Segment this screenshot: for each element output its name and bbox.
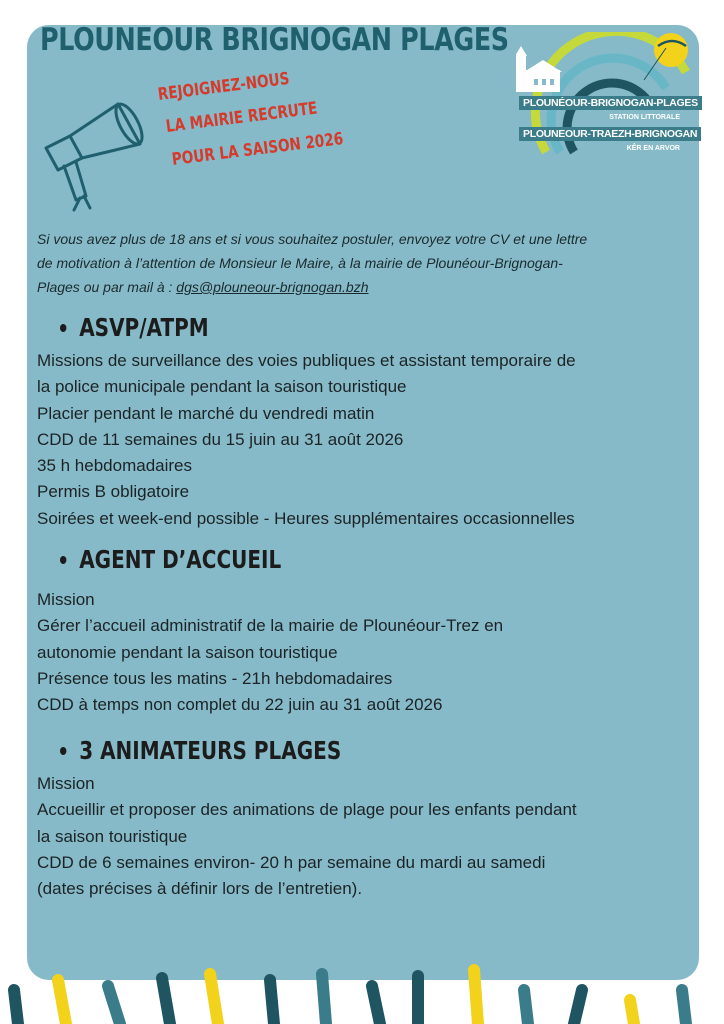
section-body-asvp — [37, 348, 692, 532]
section-title-text: AGENT D’ACCUEIL — [79, 545, 282, 574]
bullet-icon — [60, 324, 66, 332]
body-line: autonomie pendant la saison touristique — [37, 642, 338, 662]
section-title-text: 3 ANIMATEURS PLAGES — [79, 736, 342, 765]
body-line: Placier pendant le marché du vendredi matin — [37, 403, 375, 423]
intro-line: Si vous avez plus de 18 ans et si vous souhaitez postuler, envoyez votre CV et une lettre — [37, 231, 588, 247]
logo-breton-sub: KÊR EN ARVOR — [626, 145, 680, 152]
section-body-animateurs — [37, 771, 692, 902]
logo-station-label: STATION LITTORALE — [609, 114, 680, 121]
intro-line: de motivation à l’attention de Monsieur le Maire, à la mairie de Plounéour-Brignogan- — [37, 255, 563, 271]
body-line: Gérer l’accueil administratif de la mairie de Plounéour-Trez en — [37, 616, 504, 636]
intro-line: Plages ou par mail à : — [37, 279, 177, 295]
body-line: Mission — [37, 590, 95, 609]
town-logo — [516, 32, 700, 157]
email-link[interactable]: dgs@plouneour-brignogan.bzh — [176, 279, 369, 295]
body-line: 35 h hebdomadaires — [37, 456, 193, 476]
bullet-icon — [60, 556, 66, 564]
body-line: Mission — [37, 774, 95, 793]
body-line: CDD de 6 semaines environ- 20 h par semaine du mardi au samedi — [37, 852, 546, 872]
slogan-line-1: REJOIGNEZ-NOUS — [156, 68, 291, 105]
body-line: CDD de 11 semaines du 15 juin au 31 août 2026 — [37, 429, 404, 449]
body-line: Permis B obligatoire — [37, 482, 190, 502]
logo-town-name: PLOUNÉOUR-BRIGNOGAN-PLAGES — [519, 96, 702, 110]
section-title-animateurs — [60, 736, 341, 765]
bullet-icon — [60, 747, 66, 755]
section-title-asvp — [60, 313, 209, 342]
megaphone-icon — [40, 100, 150, 220]
body-line: Soirées et week-end possible - Heures supplémentaires occasionnelles — [37, 508, 575, 528]
body-line: CDD à temps non complet du 22 juin au 31 août 2026 — [37, 695, 443, 715]
decorative-strokes — [0, 960, 724, 1024]
slogan-line-3: POUR LA SAISON 2026 — [170, 129, 345, 170]
body-line: Présence tous les matins - 21h hebdomadaires — [37, 668, 393, 688]
section-body-accueil — [37, 587, 692, 718]
logo-breton-name: PLOUNEOUR-TRAEZH-BRIGNOGAN — [519, 127, 701, 141]
body-line: la saison touristique — [37, 826, 188, 846]
slogan-line-2: LA MAIRIE RECRUTE — [164, 98, 319, 137]
intro-paragraph — [37, 227, 687, 299]
page-title: PLOUNEOUR BRIGNOGAN PLAGES — [40, 22, 509, 58]
body-line: la police municipale pendant la saison touristique — [37, 377, 407, 397]
section-title-accueil — [60, 545, 281, 574]
body-line: Missions de surveillance des voies publiques et assistant temporaire de — [37, 351, 576, 370]
section-title-text: ASVP/ATPM — [79, 313, 209, 342]
body-line: (dates précises à définir lors de l’entretien). — [37, 879, 363, 899]
body-line: Accueillir et proposer des animations de plage pour les enfants pendant — [37, 800, 577, 820]
